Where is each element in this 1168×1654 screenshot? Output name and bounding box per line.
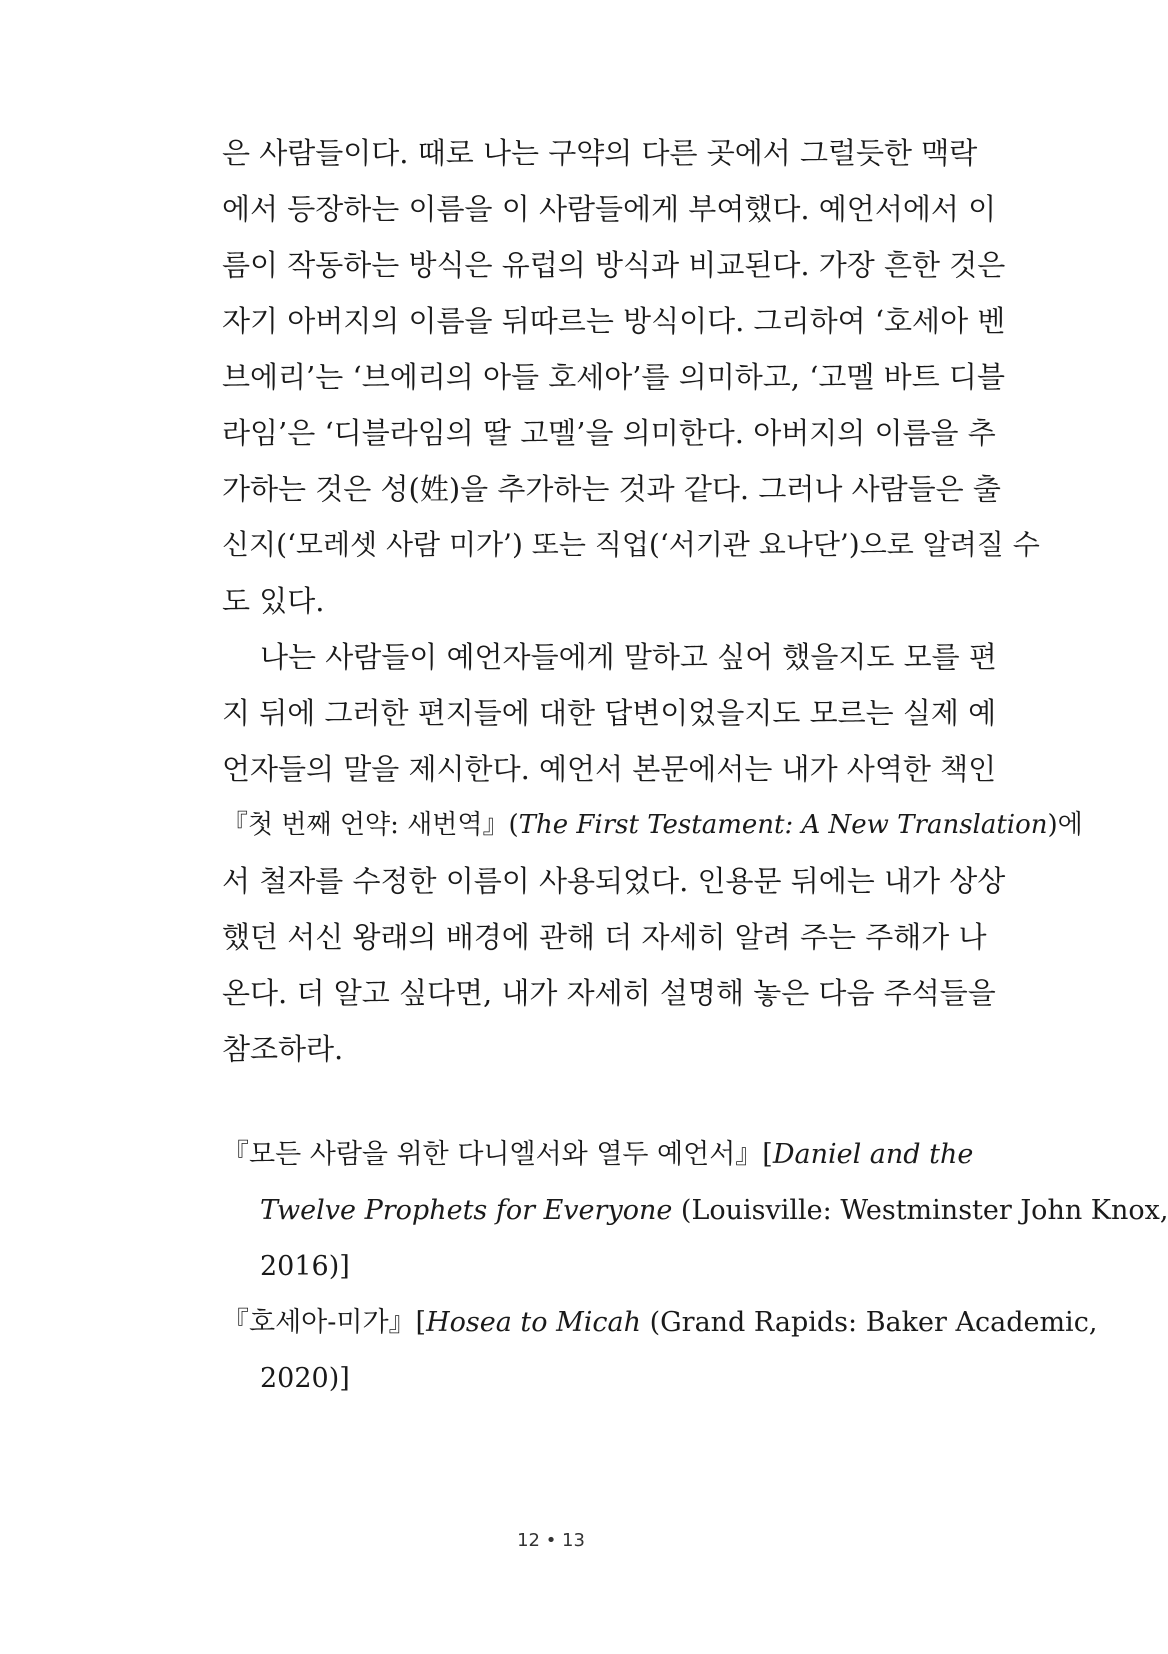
reference-item xyxy=(222,1303,1098,1343)
page-number: 12 • 13 xyxy=(517,1530,585,1551)
body-line: 서 철자를 수정한 이름이 사용되었다. 인용문 뒤에는 내가 상상 xyxy=(222,864,1006,898)
body-line: 은 사람들이다. 때로 나는 구약의 다른 곳에서 그럴듯한 맥락 xyxy=(222,136,978,170)
body-line: 가하는 것은 성(姓)을 추가하는 것과 같다. 그러나 사람들은 출 xyxy=(222,472,1001,506)
reference-english-title: Daniel and the xyxy=(772,1139,974,1170)
reference-item xyxy=(222,1135,974,1175)
reference-korean-title: 『모든 사람을 위한 다니엘서와 열두 예언서』[ xyxy=(222,1139,773,1170)
body-line: 름이 작동하는 방식은 유럽의 방식과 비교된다. 가장 흔한 것은 xyxy=(222,248,1006,282)
body-line: 참조하라. xyxy=(222,1032,344,1066)
english-book-title: The First Testament: A New Translation xyxy=(518,810,1048,840)
reference-year: 2016)] xyxy=(260,1251,350,1282)
body-line: 에서 등장하는 이름을 이 사람들에게 부여했다. 예언서에서 이 xyxy=(222,192,997,226)
body-line: 언자들의 말을 제시한다. 예언서 본문에서는 내가 사역한 책인 xyxy=(222,752,997,786)
body-line: 자기 아버지의 이름을 뒤따르는 방식이다. 그리하여 ‘호세아 벤 xyxy=(222,304,1006,338)
reference-continuation xyxy=(260,1191,1168,1231)
reference-english-title: Twelve Prophets for Everyone xyxy=(260,1195,673,1226)
reference-year: 2020)] xyxy=(260,1363,350,1394)
korean-book-title: 『첫 번째 언약: 새번역』( xyxy=(222,810,519,840)
body-line: 도 있다. xyxy=(222,584,325,618)
body-line: 신지(‘모레셋 사람 미가’) 또는 직업(‘서기관 요나단’)으로 알려질 수 xyxy=(222,528,1040,561)
body-line: 온다. 더 알고 싶다면, 내가 자세히 설명해 놓은 다음 주석들을 xyxy=(222,976,996,1010)
body-line-with-title xyxy=(222,805,1083,845)
reference-publisher: (Louisville: Westminster John Knox, xyxy=(672,1195,1168,1226)
title-suffix: )에 xyxy=(1047,810,1083,840)
body-line: 브에리’는 ‘브에리의 아들 호세아’를 의미하고, ‘고멜 바트 디블 xyxy=(222,360,1005,394)
body-line: 했던 서신 왕래의 배경에 관해 더 자세히 알려 주는 주해가 나 xyxy=(222,920,987,954)
body-line: 라임’은 ‘디블라임의 딸 고멜’을 의미한다. 아버지의 이름을 추 xyxy=(222,416,996,450)
reference-korean-title: 『호세아-미가』[ xyxy=(222,1307,427,1338)
reference-english-title: Hosea to Micah xyxy=(426,1307,641,1338)
body-line: 나는 사람들이 예언자들에게 말하고 싶어 했을지도 모를 편 xyxy=(260,640,997,674)
body-line: 지 뒤에 그러한 편지들에 대한 답변이었을지도 모르는 실제 예 xyxy=(222,696,997,730)
reference-publisher: (Grand Rapids: Baker Academic, xyxy=(640,1307,1098,1338)
